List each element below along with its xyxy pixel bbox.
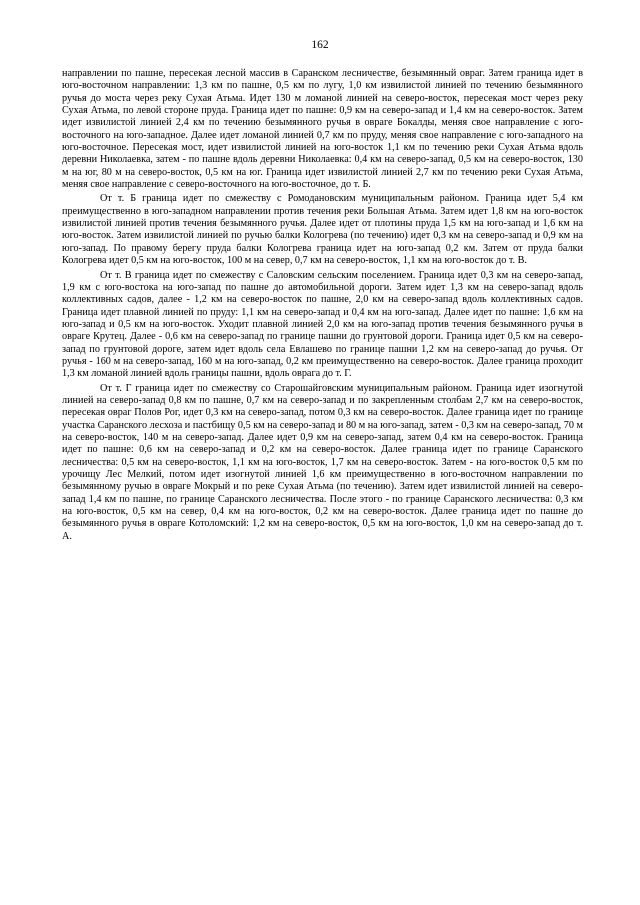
paragraph-4: От т. Г граница идет по смежеству со Старошайговским муниципальным районом. Граница идет изогнутой линией на северо-запад 0,8 км по пашне, 0,7 км на северо-запад и по закрепленным столбам 2,7 км на северо-восток, пересекая овраг Полов Рог, идет 0,3 км на северо-запад, потом 0,3 км на северо-восток. Далее граница идет по границе участка Саранского лесхоза и пастбищу 0,5 км на северо-запад и 80 м на юго-запад, затем - 0,3 км на северо-запад, 70 м на северо-восток, 140 м на северо-запад. Далее идет 0,9 км на северо-запад, затем 0,4 км на северо-восток. Граница идет по пашне: 0,6 км на северо-запад и 0,2 км на северо-восток. Далее граница идет по границе Саранского лесничества: 0,5 км на северо-восток, 1,1 км на юго-восток, 1,7 км на северо-восток. Затем - на юго-восток 0,5 км по урочищу Лес Мелкий, потом идет изогнутой линией 1,6 км преимущественно в юго-восточном направлении по безымянному ручью в овраге Мокрый и по реке Сухая Атьма (по течению). Затем идет извилистой линией на северо-запад 1,4 км по пашне, по границе Саранского лесничества. После этого - по границе Саранского лесничества: 0,3 км на юго-восток, 0,5 км на север, 0,4 км на юго-восток, 0,2 км на северо-восток. Далее граница идет по пашне до безымянного ручья в овраге Котоломский: 1,2 км на северо-восток, 0,5 км на юго-восток, 1,0 км на северо-запад до т. А. [62,382,583,542]
paragraph-2: От т. Б граница идет по смежеству с Ромодановским муниципальным районом. Граница идет 5,4 км преимущественно в юго-западном направлении против течения реки Большая Атьма. Затем идет 1,8 км на юго-восток извилистой линией против течения безымянного ручья. Далее идет от плотины пруда 1,5 км на юго-запад и 1,6 км на юго-восток. Затем извилистой линией по ручью балки Кологрева (по течению) идет 0,3 км на северо-запад и 0,9 км на юго-запад. По правому берегу пруда балки Кологрева граница идет на юго-запад 0,2 км. Затем от пруда балки Кологрева идет 0,5 км на юго-восток, 100 м на север, 0,7 км на северо-восток, 1,1 км на юго-восток до т. В. [62,193,583,267]
page-number: 162 [311,39,329,51]
paragraph-3: От т. В граница идет по смежеству с Саловским сельским поселением. Граница идет 0,3 км на северо-запад, 1,9 км с юго-востока на юго-запад по пашне до автомобильной дороги. Затем идет 1,3 км на северо-запад вдоль коллективных садов, далее - 1,2 км на северо-восток по пашне, 2,0 км на северо-запад вдоль коллективных садов. Граница идет плавной линией по пруду: 1,1 км на северо-запад и 0,4 км на юго-запад. Далее идет по пашне: 1,6 км на юго-запад и 0,5 км на юго-восток. Уходит плавной линией 2,0 км на юго-запад против течения безымянного ручья в овраге Крутец. Далее - 0,6 км на северо-запад по границе пашни до грунтовой дороги. Граница идет 0,5 км на северо-запад по грунтовой дороге, затем идет вдоль села Евлашево по границе пашни 1,2 км на северо-запад до ручья. От ручья - 160 м на северо-запад, 160 м на юго-запад, 0,2 км преимущественно на северо-восток. Далее граница проходит 1,3 км ломаной линией вдоль границы пашни, вдоль оврага до т. Г. [62,269,583,380]
paragraph-1: направлении по пашне, пересекая лесной массив в Саранском лесничестве, безымянный овраг. Затем граница идет в юго-восточном направлении: 1,3 км по пашне, 0,5 км по лугу, 1,0 км извилистой линией по течению безымянного ручья до моста через реку Сухая Атьма. Идет 130 м ломаной линией на северо-восток, пересекая мост через реку Сухая Атьма, по левой стороне пруда. Граница идет по пашне: 0,9 км на северо-запад и 1,4 км на северо-восток. Затем идет извилистой линией 2,4 км по течению безымянного ручья в овраге Бокалды, меняя свое направление с юго-восточного на юго-западное. Далее идет ломаной линией 0,7 км по пруду, меняя свое направление с юго-западного на юго-восточное. Пересекая мост, идет извилистой линией на юго-восток 1,1 км по течению реки Сухая Атьма вдоль деревни Николаевка, затем - по пашне вдоль деревни Николаевка: 0,4 км на северо-запад, 0,5 км на северо-восток, 130 м на юг, 80 м на северо-восток, 0,5 км на юг. Граница идет извилистой линией 2,7 км по течению реки Сухая Атьма, меняя свое направление с северо-восточного на юго-восточное, до т. Б. [62,68,583,191]
document-body [62,68,583,545]
